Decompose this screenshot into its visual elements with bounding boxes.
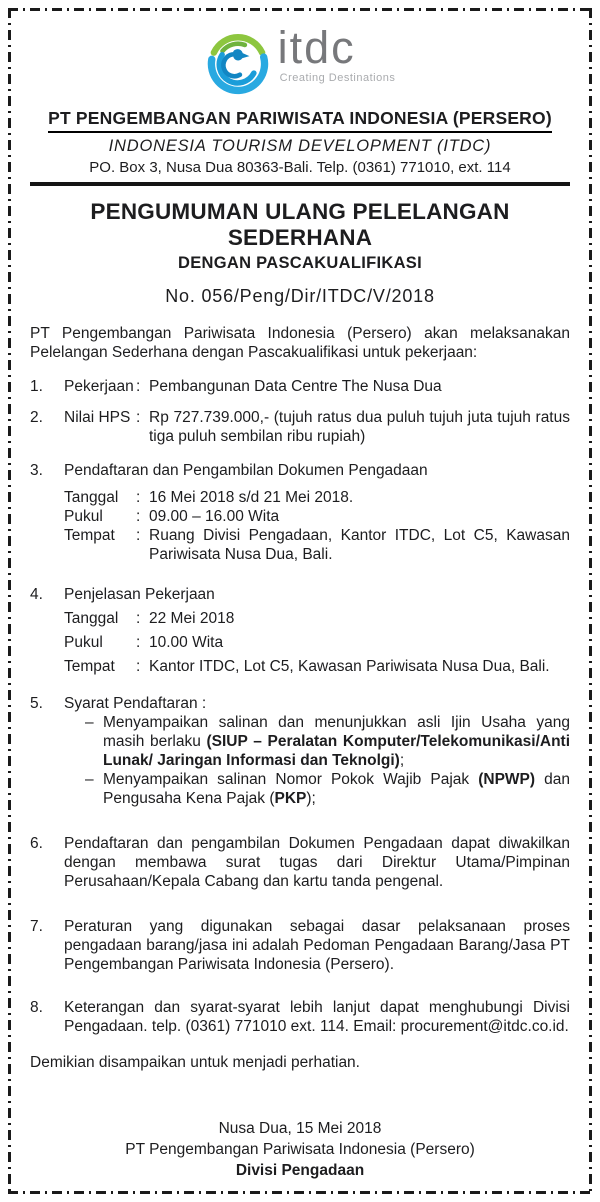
row-value: 10.00 Wita: [149, 634, 224, 651]
item-label: Nilai HPS: [64, 409, 131, 426]
detail-row-tanggal: [64, 609, 570, 628]
colon: :: [136, 489, 141, 506]
item-label: Pekerjaan: [64, 378, 134, 395]
row-label: Tempat: [64, 658, 115, 675]
list-item-5: [30, 694, 570, 808]
item-value: Rp 727.739.000,- (tujuh ratus dua puluh tujuh juta tujuh ratus tiga puluh sembilan ribu rupiah): [149, 409, 570, 445]
document-subtitle: DENGAN PASCAKUALIFIKASI: [177, 254, 422, 272]
itdc-logo: [30, 22, 570, 99]
item-text: Peraturan yang digunakan sebagai dasar pelaksanaan proses pengadaan barang/jasa ini adalah Pedoman Pengadaan Barang/Jasa PT Pengembangan Pariwisata Indonesia (Persero).: [64, 918, 570, 973]
item-number: 7.: [30, 918, 43, 935]
list-item-2: [30, 408, 570, 446]
colon: :: [136, 658, 141, 675]
bullet-dash: –: [85, 714, 94, 731]
detail-row-tempat: [64, 526, 570, 564]
item-heading: Syarat Pendaftaran :: [64, 695, 207, 712]
list-item-3: [30, 461, 570, 564]
detail-row-pukul: [64, 633, 570, 652]
bullet-item: [64, 770, 570, 808]
list-item-4: [30, 585, 570, 676]
page-border-right: [589, 8, 592, 1194]
logo-tagline: Creating Destinations: [279, 72, 396, 85]
page-border-bottom: [8, 1191, 592, 1194]
item-number: 1.: [30, 378, 43, 395]
item-heading: Pendaftaran dan Pengambilan Dokumen Pengadaan: [64, 462, 428, 479]
document-number: No. 056/Peng/Dir/ITDC/V/2018: [165, 286, 435, 306]
itdc-swirl-icon: [205, 27, 271, 99]
row-value: Ruang Divisi Pengadaan, Kantor ITDC, Lot C5, Kawasan Pariwisata Nusa Dua, Bali.: [149, 527, 570, 563]
detail-row-tempat: [64, 657, 570, 676]
closing-line: Demikian disampaikan untuk menjadi perhatian.: [30, 1054, 360, 1071]
bullet-text: Menyampaikan salinan dan menunjukkan asli Ijin Usaha yang masih berlaku (SIUP – Peralatan Komputer/Telekomunikasi/Anti Lunak/ Jaringan Informasi dan Teknolgi);: [103, 714, 571, 769]
colon: :: [136, 527, 141, 544]
item-number: 4.: [30, 586, 43, 603]
item-number: 2.: [30, 409, 43, 426]
list-item-6: [30, 834, 570, 891]
row-label: Tempat: [64, 527, 115, 544]
item-value: Pembangunan Data Centre The Nusa Dua: [149, 378, 442, 395]
colon: :: [136, 610, 141, 627]
colon: :: [136, 508, 141, 525]
document-content: [11, 11, 589, 1191]
item-number: 8.: [30, 999, 43, 1016]
row-label: Tanggal: [64, 610, 119, 627]
item-text: Pendaftaran dan pengambilan Dokumen Pengadaan dapat diwakilkan dengan membawa surat tugas dari Direktur Utama/Pimpinan Perusahaan/Kepala Cabang dan kartu tanda pengenal.: [64, 835, 570, 890]
item-number: 3.: [30, 462, 43, 479]
detail-row-pukul: [64, 507, 570, 526]
document-title: PENGUMUMAN ULANG PELELANGAN SEDERHANA: [90, 199, 510, 250]
signature-place-date: Nusa Dua, 15 Mei 2018: [218, 1120, 382, 1137]
row-label: Tanggal: [64, 489, 119, 506]
list-item-7: [30, 917, 570, 974]
list-item-8: [30, 998, 570, 1036]
company-name-english: INDONESIA TOURISM DEVELOPMENT (ITDC): [108, 137, 492, 155]
list-item-1: [30, 377, 570, 396]
itdc-logo-text: [277, 22, 396, 85]
bullet-item: [64, 713, 570, 770]
row-label: Pukul: [64, 508, 103, 525]
colon: :: [136, 634, 141, 651]
colon: :: [136, 409, 141, 426]
bullet-dash: –: [85, 771, 94, 788]
row-value: 09.00 – 16.00 Wita: [149, 508, 280, 525]
item-number: 6.: [30, 835, 43, 852]
row-value: 22 Mei 2018: [149, 610, 235, 627]
item-heading: Penjelasan Pekerjaan: [64, 586, 215, 603]
company-address: PO. Box 3, Nusa Dua 80363-Bali. Telp. (0361) 771010, ext. 114: [89, 159, 511, 176]
bullet-text: Menyampaikan salinan Nomor Pokok Wajib Pajak (NPWP) dan Pengusaha Kena Pajak (PKP);: [103, 771, 571, 807]
signature-division: Divisi Pengadaan: [235, 1162, 365, 1179]
company-name: PT PENGEMBANGAN PARIWISATA INDONESIA (PERSERO): [30, 108, 570, 133]
logo-brand-text: itdc: [277, 22, 356, 73]
row-label: Pukul: [64, 634, 103, 651]
row-value: Kantor ITDC, Lot C5, Kawasan Pariwisata Nusa Dua, Bali.: [149, 658, 550, 675]
signature-company: PT Pengembangan Pariwisata Indonesia (Persero): [125, 1141, 475, 1158]
signature-block: [30, 1118, 570, 1181]
item-number: 5.: [30, 695, 43, 712]
row-value: 16 Mei 2018 s/d 21 Mei 2018.: [149, 489, 354, 506]
detail-row-tanggal: [64, 488, 570, 507]
intro-paragraph: PT Pengembangan Pariwisata Indonesia (Persero) akan melaksanakan Pelelangan Sederhana dengan Pascakualifikasi untuk pekerjaan:: [30, 325, 570, 361]
header-divider: [30, 182, 570, 186]
colon: :: [136, 378, 141, 395]
item-text: Keterangan dan syarat-syarat lebih lanjut dapat menghubungi Divisi Pengadaan. telp. (0361) 771010 ext. 114. Email: procurement@itdc.co.id.: [64, 999, 570, 1035]
